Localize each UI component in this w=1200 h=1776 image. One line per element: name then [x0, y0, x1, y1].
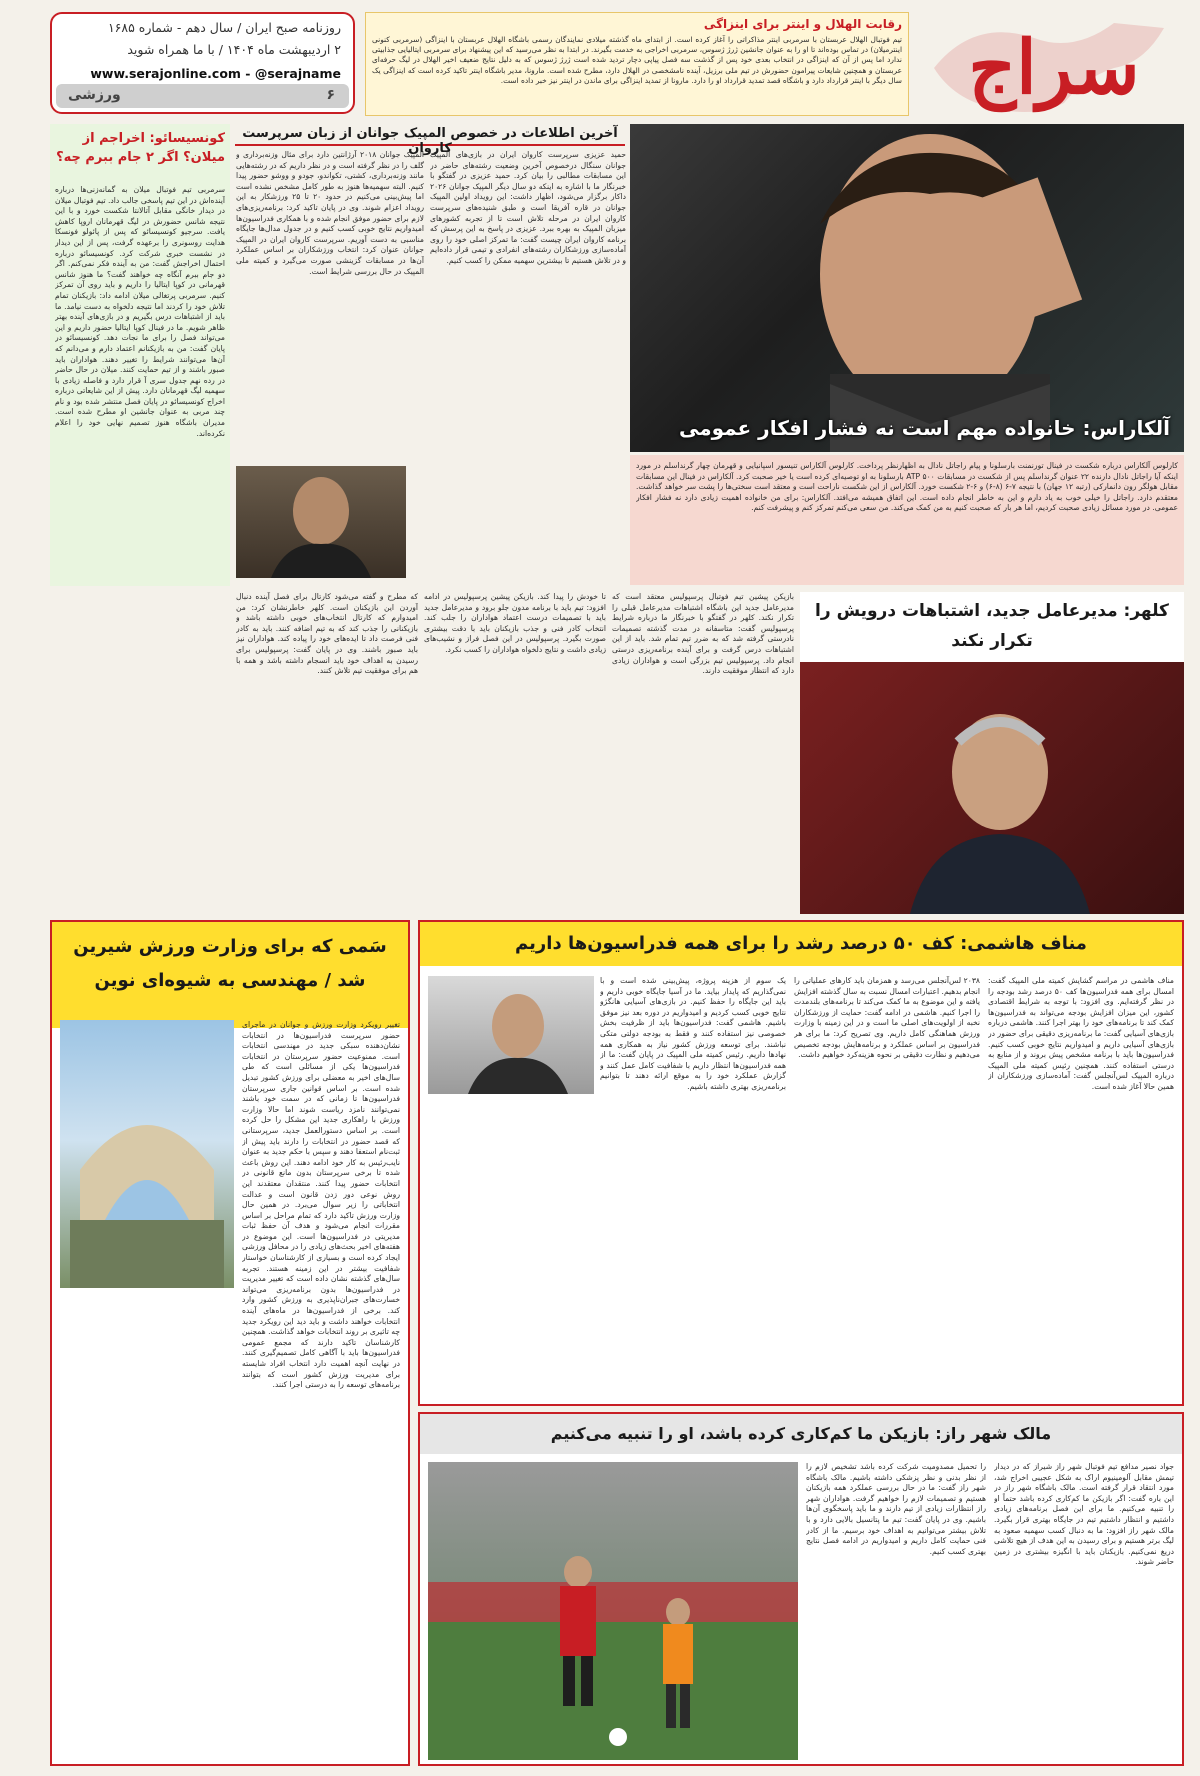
official-illustration — [236, 466, 406, 578]
shahrraz-title: مالک شهر راز: بازیکن ما کم‌کاری کرده باشد، او را تنبیه می‌کنیم — [550, 1424, 1052, 1443]
kalhor-title: کلهر: مدیرعامل جدید، اشتباهات درویش را تکرار نکند — [815, 601, 1169, 651]
hashemi-illustration — [428, 976, 594, 1094]
shahrraz-box — [418, 1412, 1184, 1766]
ministry-gate-illustration — [60, 1020, 234, 1288]
section-name: ورزشی — [68, 87, 121, 103]
kalhor-photo — [800, 662, 1184, 914]
conceicao-title: کونسیسائو: اخراجم از میلان؟ اگر ۲ جام ببرم چه؟ — [56, 131, 225, 165]
football-match-illustration — [428, 1462, 798, 1760]
hashemi-title: مناف هاشمی: کف ۵۰ درصد رشد را برای همه فدراسیون‌ها داریم — [515, 933, 1087, 954]
alcaraz-caption: آلکاراس: خانواده مهم است نه فشار افکار عمومی — [678, 416, 1170, 440]
issue-line: روزنامه صبح ایران / سال دهم - شماره ۱۶۸۵ — [107, 20, 341, 35]
alcaraz-illustration — [630, 124, 1184, 452]
masthead-info-box — [50, 12, 355, 114]
ministry-building-photo — [60, 1020, 234, 1288]
kalhor-text-3: که مطرح و گفته می‌شود کارتال برای فصل آینده دنبال آوردن این بازیکنان است. کلهر خاطرنشان کرد: من امیدوارم که کارتال انتخاب‌های خوبی داشته باشد و بازیکنانی را جذب کند که به تیم اضافه کنند. باید به کادر فنی فرصت داد تا ایده‌های خود را پیاده کند. هواداران نیز باید صبور باشند. وی در پایان گفت: پرسپولیس برای رسیدن به اهداف خود باید انسجام داشته باشد و همه با هم برای موفقیت تیم تلاش کنند. — [236, 592, 418, 676]
newspaper-logo — [914, 8, 1190, 122]
top-story-title: رقابت الهلال و اینتر برای اینزاگی — [703, 17, 902, 31]
olympic-text-left: المپیک جوانان ۲۰۱۸ آرژانتین دارد برای مثال وزنه‌برداری و گلف را در نظر گرفته است و در نظر داریم که در رشته‌هایی مانند وزنه‌برداری، کشتی، تکواندو، جودو و ووشو حضور پیدا کنیم. البته سهمیه‌ها هنوز به طور کامل مشخص نشده است اما پیش‌بینی می‌کنیم در حدود ۲۰ تا ۲۵ ورزشکار به این رویداد اعزام شوند. وی در پایان تاکید کرد: برنامه‌ریزی‌های لازم برای حضور موفق انجام شده و با همکاری فدراسیون‌ها امیدواریم نتایج خوبی کسب کنیم و در جدول مدال‌ها جایگاه مناسبی به دست آوریم. سرپرست کاروان ایران در المپیک جوانان عنوان کرد: انتخاب ورزشکاران بر اساس عملکرد آن‌ها در مسابقات گزینشی صورت می‌گیرد و کمیته ملی المپیک در حال بررسی شرایط است. — [236, 150, 424, 276]
sport-ministry-header — [52, 922, 408, 1028]
kalhor-text-2: تا خودش را پیدا کند. بازیکن پیشین پرسپولیس در ادامه افزود: تیم باید با برنامه مدون جلو برود و مدیرعامل جدید باید با تصمیمات درست اعتماد هواداران را جلب کند. انتخاب کادر فنی و جذب بازیکنان باید با دقت بیشتری صورت بگیرد. پرسپولیس در این فصل فراز و نشیب‌های زیادی داشت و نتایج دلخواه هواداران را کسب نکرد. — [424, 592, 606, 654]
sport-ministry-text: تغییر رویکرد وزارت ورزش و جوانان در ماجرای حضور سرپرست فدراسیون‌ها در انتخابات نشان‌دهنده سبکی جدید در مهندسی انتخابات است. ممنوعیت حضور سرپرستان در انتخابات فدراسیون‌ها یکی از مسائلی است که طی سال‌های اخیر به معضلی برای ورزش کشور تبدیل شده است. بر اساس قوانین جاری سرپرستان فدراسیون‌ها تا زمانی که در سمت خود باشند نمی‌توانند نامزد ریاست شوند اما حالا وزارت ورزش با راهکاری جدید این مشکل را حل کرده است. بر اساس دستورالعمل جدید، سرپرستانی که قصد حضور در انتخابات را دارند باید پیش از ثبت‌نام استعفا دهند و سپس با حکم جدید به عنوان نایب‌رئیس به کار خود ادامه دهند. این روش باعث شده تا برخی سرپرستان بدون مانع قانونی در انتخابات حضور پیدا کنند. منتقدان معتقدند این روش نوعی دور زدن قانون است و عدالت انتخاباتی را زیر سوال می‌برد. در همین حال وزارت ورزش تاکید دارد که تمام مراحل بر اساس مقررات انجام می‌شود و هدف آن حفظ ثبات مدیریتی در فدراسیون‌ها است. این موضوع در هفته‌های اخیر بحث‌های زیادی را در محافل ورزشی ایجاد کرده است و بسیاری از کارشناسان خواستار شفافیت بیشتر در این زمینه هستند. تجربه سال‌های گذشته نشان داده است که تغییر مدیریت در فدراسیون‌ها بدون برنامه‌ریزی می‌تواند خسارت‌های جبران‌ناپذیری به ورزش کشور وارد کند. برخی از فدراسیون‌ها در ماه‌های آینده انتخابات خواهند داشت و باید دید این رویکرد جدید چه تاثیری بر روند انتخابات خواهد گذاشت. همچنین کارشناسان تاکید دارند که مجمع عمومی فدراسیون‌ها باید با آگاهی کامل تصمیم‌گیری کنند. در نهایت آنچه اهمیت دارد انتخاب افراد شایسته برای مدیریت ورزش کشور است که بتوانند برنامه‌های توسعه را به درستی اجرا کنند. — [242, 1020, 400, 1390]
top-story — [365, 12, 909, 116]
kalhor-text-1: بازیکن پیشین تیم فوتبال پرسپولیس معتقد است که مدیرعامل جدید این باشگاه اشتباهات مدیرعامل قبلی را تکرار نکند. کلهر در گفتگو با خبرنگار ما درباره شرایط پرسپولیس گفت: متاسفانه در مدت گذشته تصمیمات نادرستی گرفته شد که به ضرر تیم تمام شد. باید از این اشتباهات درس گرفت و برای آینده برنامه‌ریزی درستی انجام داد. پرسپولیس تیم بزرگی است و هواداران زیادی دارد که انتظار موفقیت دارند. — [612, 592, 794, 676]
logo-text: سراج — [968, 25, 1140, 111]
alcaraz-text: کارلوس آلکاراس درباره شکست در فینال تورنمنت بارسلونا و پیام راجاتل نادال به اظهارنظر پرداخت. کارلوس آلکاراس تنیسور اسپانیایی و قهرمان چهار گرنداسلم در مورد اینکه آیا راجاتل نادال دارنده ۲۲ عنوان گرنداسلم پس از شکست در مسابقات ATP ۵۰۰ بارسلونا به او توصیه‌ای کرده است یا خیر صحبت کرد. آلکاراس در فینال این مسابقات مقابل هولگر رون دانمارکی (رتبه ۱۲ جهان) با نتیجه ۷-۶ (۸-۶) و ۶-۲ شکست خورد. آلکاراس از این شکست ناراحت است و معتقد است سختی‌ها را پشت سر خواهد گذاشت. معتقدم دارد. راجاتل را خیلی خوب به یاد دارم و این به خاطر انجام داده است. این اتفاق همیشه می‌افتد. آلکاراس: برای من خانواده اهمیت زیادی دارد نه فشار افکار عمومی. در مورد مسائل زیادی صحبت کردیم، اما هر بار که صحبت کنیم به من کمک می‌کند. من سعی می‌کنم تمرکز کنم و پیشرفت کنم. — [636, 461, 1178, 513]
shahrraz-match-photo — [428, 1462, 798, 1760]
date-line: ۲ اردیبهشت ماه ۱۴۰۴ / با ما همراه شوید — [127, 42, 341, 57]
logo-mark — [914, 8, 1190, 122]
section-bar — [56, 84, 349, 108]
hashemi-text-2: ۲۰۳۸ لس‌آنجلس می‌رسد و همزمان باید کارهای عملیاتی را انجام بدهیم. اعتبارات امسال نسبت به سال گذشته افزایش یافته و این موضوع به ما کمک می‌کند تا برنامه‌های بلندمدت را اجرا کنیم. هاشمی در ادامه گفت: حمایت از ورزشکاران نخبه از اولویت‌های اصلی ما است و در این زمینه با وزارت ورزش هماهنگی کامل داریم. وی تصریح کرد: ما برای هر فدراسیون بر اساس عملکرد و برنامه‌هایش بودجه تخصیص می‌دهیم و نظارت دقیقی بر نحوه هزینه‌کرد خواهیم داشت. — [794, 976, 980, 1060]
olympic-official-photo — [236, 466, 406, 578]
olympic-title: آخرین اطلاعات در خصوص المپیک جوانان از زبان سرپرست کاروان — [235, 126, 625, 146]
olympic-text-right: حمید عزیزی سرپرست کاروان ایران در بازی‌های المپیک جوانان سنگال درخصوص آخرین وضعیت رشته‌های حاضر در این مسابقات مطالبی را بیان کرد. حمید عزیزی در گفتگو با خبرنگار ما با اشاره به اینکه دو سال دیگر المپیک جوانان ۲۰۲۶ داکار برگزار می‌شود، اظهار داشت: این رویداد اولین المپیک جوانان در قاره آفریقا است و طبق شنیده‌های سرپرست کاروان ایران در مرحله تلاش است تا از تجربه کشورهای میزبان المپیک به بهره ببرد. عزیزی در پاسخ به این پرسش که برنامه کاروان ایران چیست گفت: ما تمرکز اصلی خود را روی آماده‌سازی ورزشکاران رشته‌های انفرادی و تیمی قرار داده‌ایم و در تلاش هستیم تا بیشترین سهمیه ممکن را کسب کنیم. — [430, 150, 626, 265]
page-number: ۶ — [326, 87, 335, 103]
hashemi-photo — [428, 976, 594, 1094]
sport-ministry-box — [50, 920, 410, 1766]
hashemi-box — [418, 920, 1184, 1406]
shahrraz-text-2: را تحمیل مصدومیت شرکت کرده باشد تشخیص لازم را از نظر بدنی و نظر پزشکی داشته باشیم. مالک باشگاه شهر راز گفت: ما در حال بررسی عملکرد همه بازیکنان هستیم و تصمیمات لازم را خواهیم گرفت. هواداران شهر راز انتظارات زیادی از تیم دارند و ما باید پاسخگوی آن‌ها باشیم. وی در پایان گفت: تیم ما پتانسیل بالایی دارد و با تلاش بیشتر می‌توانیم به اهداف خود برسیم. ما از کادر فنی حمایت کامل داریم و امیدواریم در ادامه فصل نتایج بهتری کسب کنیم. — [806, 1462, 986, 1556]
sport-ministry-title: سَمی که برای وزارت ورزش شیرین شد / مهندسی به شیوه‌ای نوین — [73, 936, 387, 991]
hashemi-text-1: مناف هاشمی در مراسم گشایش کمیته ملی المپیک گفت: امسال برای همه فدراسیون‌ها کف ۵۰ درصد رشد بودجه را در نظر گرفته‌ایم. وی افزود: با توجه به شرایط اقتصادی کشور، این میزان افزایش بودجه می‌تواند به فدراسیون‌ها کمک کند تا برنامه‌های خود را بهتر اجرا کنند. هاشمی درباره بازی‌های آسیایی گفت: ما برنامه‌ریزی دقیقی برای حضور در بازی‌های آسیایی داریم و امیدواریم نتایج خوبی کسب کنیم. فدراسیون‌ها باید با برنامه مشخص پیش بروند و از منابع به درستی استفاده کنند. همچنین رئیس کمیته ملی المپیک درباره المپیک لس‌آنجلس گفت: آماده‌سازی ورزشکاران از همین حالا آغاز شده است. — [988, 976, 1174, 1091]
alcaraz-text-box — [630, 455, 1184, 585]
conceicao-column — [50, 124, 230, 586]
hashemi-header — [420, 922, 1182, 966]
conceicao-text: سرمربی تیم فوتبال میلان به گمانه‌زنی‌ها درباره آینده‌اش در این تیم پاسخی جالب داد. تیم فوتبال میلان در دیدار خانگی مقابل آتالانتا شکست خورد و با این نتیجه شانس حضورش در لیگ قهرمانان اروپا کاهش یافت. سرجیو کونسیسائو که پس از پائولو فونسکا هدایت روسونری را برعهده گرفت، پس از این دیدار در نشست خبری شرکت کرد. کونسیسائو درباره احتمال اخراجش گفت: من به آینده فکر نمی‌کنم. اگر دو جام ببرم آنگاه چه خواهند گفت؟ ما هنوز شانس قهرمانی در کوپا ایتالیا را داریم و باید روی آن تمرکز کنیم. سرمربی پرتغالی میلان ادامه داد: بازیکنان تمام تلاش خود را کردند اما نتیجه دلخواه به دست نیامد. ما باید از اشتباهات درس بگیریم و در بازی‌های آینده بهتر ظاهر شویم. ما در فینال کوپا ایتالیا حضور داریم و این می‌تواند فصل را برای ما نجات دهد. کونسیسائو در پایان گفت: من به بازیکنانم اعتماد دارم و می‌دانم که آن‌ها می‌توانند شرایط را تغییر دهند. هواداران باید صبور باشند و از تیم حمایت کنند. میلان در حال حاضر در رده نهم جدول سری آ قرار دارد و فاصله زیادی با سهمیه لیگ قهرمانان دارد. پیش از این شایعاتی درباره اخراج کونسیسائو در پایان فصل منتشر شده بود و نام چند مربی به عنوان جانشین او مطرح شده است. مدیران باشگاه هنوز تصمیم نهایی خود را اعلام نکرده‌اند. — [55, 185, 225, 438]
shahrraz-header — [420, 1414, 1182, 1454]
hashemi-text-3: یک سوم از هزینه پروژه، پیش‌بینی شده است و با نمی‌گذاریم که پایدار بیاید. ما در آسیا جایگاه خوبی داریم و باید این جایگاه را حفظ کنیم. در بازی‌های آسیایی هانگژو نتایج خوبی کسب کردیم و امیدواریم در دوره بعد نیز موفق باشیم. هاشمی گفت: فدراسیون‌ها باید از ظرفیت بخش خصوصی نیز استفاده کنند و فقط به بودجه دولتی متکی نباشند. برای توسعه ورزش کشور نیاز به همکاری همه نهادها داریم. رئیس کمیته ملی المپیک در پایان گفت: ما از همه فدراسیون‌ها انتظار داریم با شفافیت کامل عمل کنند و گزارش عملکرد خود را به موقع ارائه دهند تا بتوانیم برنامه‌ریزی بهتری داشته باشیم. — [600, 976, 786, 1091]
kalhor-illustration — [800, 662, 1184, 914]
website-line: www.serajonline.com - @serajname — [90, 66, 341, 81]
alcaraz-photo — [630, 124, 1184, 452]
kalhor-headline-box — [800, 592, 1184, 662]
top-story-text: تیم فوتبال الهلال عربستان با سرمربی اینتر مذاکراتی را آغاز کرده است. از ابتدای ماه گذشته میلادی نمایندگان رسمی باشگاه الهلال عربستان با اینزاگی (سرمربی کنونی اینترمیلان) در تماس بوده‌اند تا او را به عنوان جانشین ژرژ ژسوس، سرمربی اخراجی به خدمت بگیرند. در ابتدا به نظر می‌رسید که این پیشنهاد برای سرمربی ایتالیایی جذابیتی ندارد اما پس از آن که اینزاگی در انتخاب بعدی خود پس از گذشت سه فصل پیاپی دچار تردید شده است ژرژ ژسوس که به دلیل نتایج ضعیف اخیر الهلال در لیگ حرفه‌ای عربستان و همچنین شایعات پیرامون حضورش در تیم ملی برزیل، آینده نامشخصی در الهلال دارد، مطرح شده است. مارونا، مدیر باشگاه اینتر تاکید کرده است که اینزاگی یک سال دیگر با اینتر قرارداد دارد و باشگاه قصد تمدید قرارداد او را دارد. مارونا از تمدید اینزاگی برای ماندن در اینتر نیز خبر داده است. — [372, 35, 902, 85]
shahrraz-text-1: جواد نصیر مدافع تیم فوتبال شهر راز شیراز که در دیدار تیمش مقابل آلومینیوم اراک به شکل عجیبی اخراج شد، مورد انتقاد قرار گرفته است. مالک باشگاه شهر راز در این باره گفت: اگر بازیکن ما کم‌کاری کرده باشد حتماً او را تنبیه می‌کنیم. ما برای این فصل برنامه‌های زیادی داشتیم و انتظار داشتیم تیم در جایگاه بهتری قرار بگیرد. مالک شهر راز افزود: ما به دنبال کسب سهمیه صعود به لیگ برتر هستیم و برای رسیدن به این هدف از هیچ تلاشی دریغ نمی‌کنیم. بازیکنان باید با انگیزه بیشتری در زمین حاضر شوند. — [994, 1462, 1174, 1567]
